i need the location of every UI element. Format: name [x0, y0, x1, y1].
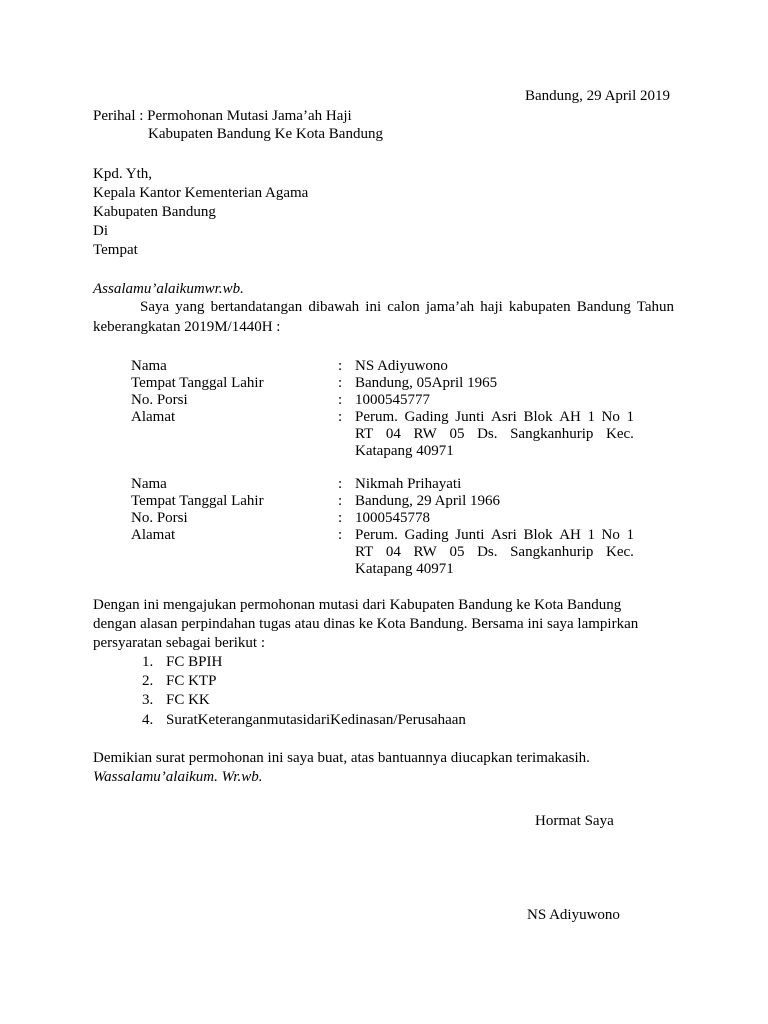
address-word: 1: [626, 527, 634, 543]
address-word: RW: [413, 426, 437, 442]
address-word: Sangkanhurip: [510, 426, 594, 442]
applicant-address-line: [355, 544, 634, 561]
address-word: Ds.: [477, 426, 498, 442]
list-number: 4.: [142, 712, 154, 728]
address-word: 05: [449, 426, 465, 442]
address-word: Kec.: [606, 426, 634, 442]
applicant-address-line: [355, 426, 634, 443]
label-name: Nama: [131, 476, 167, 492]
address-word: Blok: [523, 409, 553, 425]
address-word: Blok: [523, 527, 553, 543]
list-item: SuratKeteranganmutasidariKedinasan/Perusahaan: [166, 712, 466, 728]
addressee-line: Tempat: [93, 242, 138, 258]
list-number: 3.: [142, 692, 154, 708]
applicant-address-line: Katapang 40971: [355, 443, 454, 459]
address-word: 1: [626, 409, 634, 425]
address-word: No: [601, 527, 620, 543]
list-item: FC KTP: [166, 673, 217, 689]
body-text: persyaratan sebagai berikut :: [93, 635, 266, 651]
address-word: AH: [559, 409, 581, 425]
label-birth: Tempat Tanggal Lahir: [131, 493, 264, 509]
address-word: Gading: [404, 527, 449, 543]
applicant-address-line: [355, 527, 634, 544]
address-word: RW: [413, 544, 437, 560]
address-word: Ds.: [477, 544, 498, 560]
body-text: dengan alasan perpindahan tugas atau dinas ke Kota Bandung. Bersama ini saya lampirkan: [93, 616, 639, 632]
applicant-porsi: 1000545777: [355, 392, 430, 408]
applicant-birth: Bandung, 29 April 1966: [355, 493, 500, 509]
body-text: Dengan ini mengajukan permohonan mutasi dari Kabupaten Bandung ke Kota Bandung: [93, 597, 622, 613]
letter-date: Bandung, 29 April 2019: [525, 88, 670, 104]
address-word: Gading: [404, 409, 449, 425]
subject-line: Perihal : Permohonan Mutasi Jama’ah Haji: [93, 108, 352, 124]
applicant-address-line: [355, 409, 634, 426]
address-word: 1: [587, 527, 595, 543]
closing-text: Demikian surat permohonan ini saya buat, atas bantuannya diucapkan terimakasih.: [93, 750, 590, 766]
applicant-porsi: 1000545778: [355, 510, 430, 526]
intro-text: keberangkatan 2019M/1440H :: [93, 319, 281, 335]
applicant-name: NS Adiyuwono: [355, 358, 448, 374]
address-word: 1: [587, 409, 595, 425]
address-word: No: [601, 409, 620, 425]
addressee-line: Kabupaten Bandung: [93, 204, 216, 220]
colon: :: [338, 392, 343, 408]
address-word: 04: [385, 426, 401, 442]
address-word: Junti: [455, 527, 485, 543]
address-word: Kec.: [606, 544, 634, 560]
address-word: Sangkanhurip: [510, 544, 594, 560]
list-item: FC BPIH: [166, 654, 223, 670]
list-item: FC KK: [166, 692, 210, 708]
colon: :: [338, 510, 343, 526]
addressee-line: Kpd. Yth,: [93, 166, 153, 182]
label-porsi: No. Porsi: [131, 510, 188, 526]
address-word: 04: [385, 544, 401, 560]
label-birth: Tempat Tanggal Lahir: [131, 375, 264, 391]
list-number: 1.: [142, 654, 154, 670]
address-word: RT: [355, 544, 374, 560]
colon: :: [338, 409, 343, 425]
applicant-name: Nikmah Prihayati: [355, 476, 462, 492]
address-word: 05: [449, 544, 465, 560]
address-word: Perum.: [355, 527, 398, 543]
signature-name: NS Adiyuwono: [527, 907, 620, 923]
address-word: Asri: [491, 409, 517, 425]
subject-line: Kabupaten Bandung Ke Kota Bandung: [148, 126, 383, 142]
address-word: Junti: [455, 409, 485, 425]
greeting: Assalamu’alaikumwr.wb.: [93, 281, 244, 297]
address-word: Asri: [491, 527, 517, 543]
address-word: AH: [559, 527, 581, 543]
colon: :: [338, 375, 343, 391]
address-word: Perum.: [355, 409, 398, 425]
regards: Hormat Saya: [535, 813, 614, 829]
colon: :: [338, 476, 343, 492]
applicant-birth: Bandung, 05April 1965: [355, 375, 498, 391]
label-address: Alamat: [131, 409, 176, 425]
applicant-address-line: Katapang 40971: [355, 561, 454, 577]
label-address: Alamat: [131, 527, 176, 543]
colon: :: [338, 358, 343, 374]
colon: :: [338, 527, 343, 543]
addressee-line: Kepala Kantor Kementerian Agama: [93, 185, 309, 201]
address-word: RT: [355, 426, 374, 442]
salam-penutup: Wassalamu’alaikum. Wr.wb.: [93, 769, 263, 785]
colon: :: [338, 493, 343, 509]
label-name: Nama: [131, 358, 167, 374]
label-porsi: No. Porsi: [131, 392, 188, 408]
list-number: 2.: [142, 673, 154, 689]
intro-text: Saya yang bertandatangan dibawah ini calon jama’ah haji kabupaten Bandung Tahun: [140, 299, 674, 315]
addressee-line: Di: [93, 223, 108, 239]
